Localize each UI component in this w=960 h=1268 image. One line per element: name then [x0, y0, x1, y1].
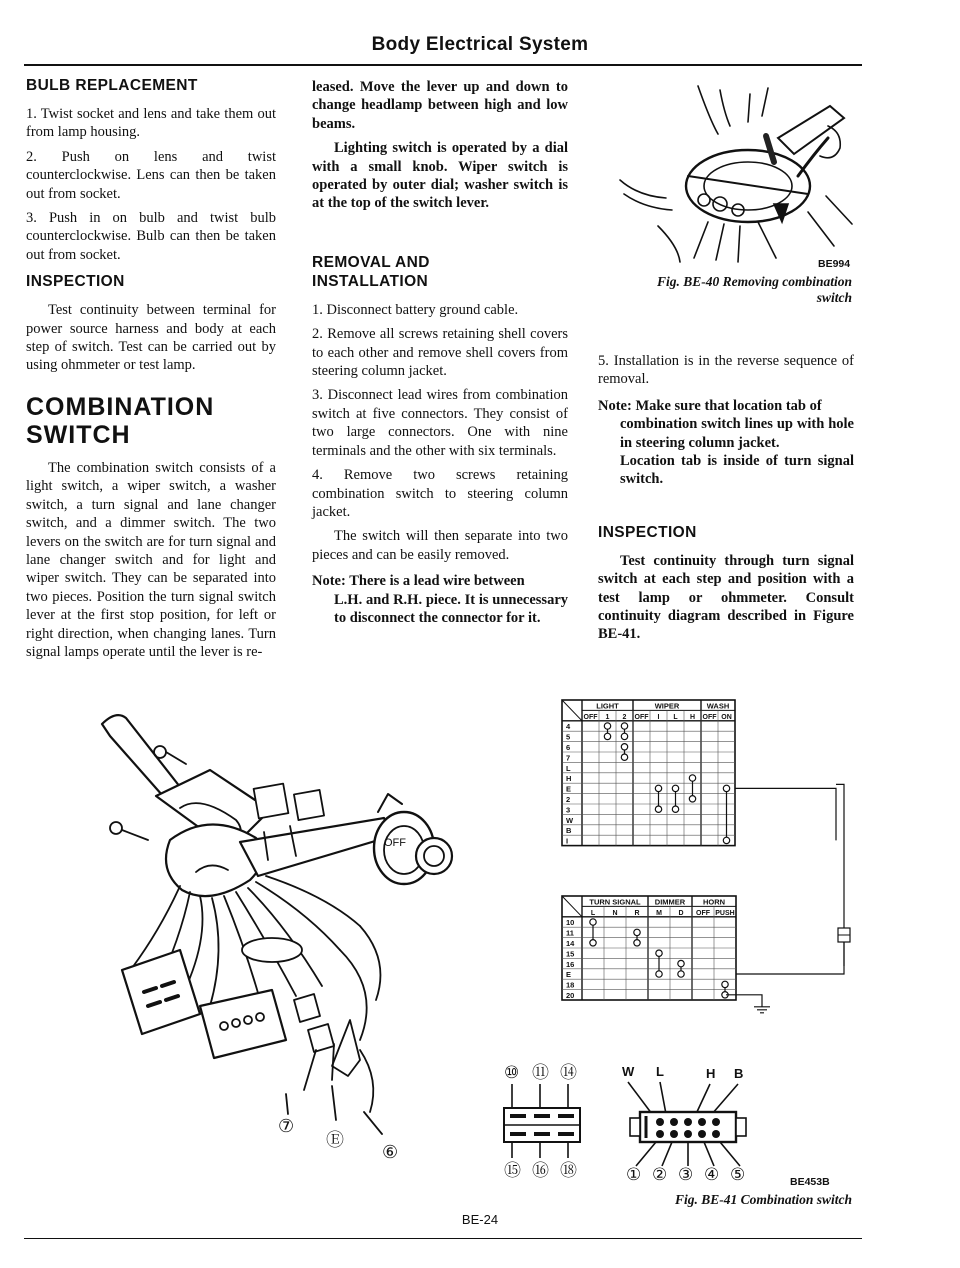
chart2-row-label: 18	[566, 980, 575, 990]
chart1-sub-header: OFF	[702, 713, 717, 721]
connector-label-16: ⑯	[532, 1161, 549, 1180]
chart2-continuity-point	[590, 919, 596, 925]
figure-be-40-code: BE994	[818, 258, 851, 270]
chart1-continuity-point	[621, 733, 627, 739]
chart2-continuity-point	[590, 940, 596, 946]
chart1-row-label: L	[566, 763, 571, 773]
connector-plug-right	[616, 1056, 806, 1186]
chart1-corner-diagonal	[562, 700, 582, 721]
chart1-continuity-point	[689, 796, 695, 802]
continued-text-2: Lighting switch is operated by a dial with a small knob. Wiper switch is operated by outer dial; washer switch is at the top of the switch lever.	[312, 140, 568, 212]
chart1-continuity-point	[672, 806, 678, 812]
connector-label-14: ⑭	[560, 1063, 577, 1082]
chart2-continuity-point	[678, 960, 684, 966]
plug-label-5: ⑤	[730, 1165, 746, 1184]
chart2-continuity-point	[722, 981, 728, 987]
chart1-row-label: E	[566, 784, 572, 794]
chart1-sub-header: OFF	[634, 713, 649, 721]
bulb-step-3: 3. Push in on bulb and twist bulb counterclockwise. Bulb can then be taken out from socket.	[26, 210, 276, 263]
chart1-row-label: H	[566, 774, 572, 784]
header-rule	[24, 64, 862, 66]
chart2-sub-header: D	[678, 909, 684, 917]
chart2-row-label: 20	[566, 991, 575, 1000]
page-number: BE-24	[461, 1212, 499, 1227]
note-line-1: Make sure that location tab of	[635, 397, 822, 414]
bulb-replacement-heading: BULB REPLACEMENT	[26, 77, 198, 94]
chart1-continuity-point	[655, 785, 661, 791]
chart2-continuity-point	[678, 971, 684, 977]
combination-heading-line-2: SWITCH	[26, 420, 131, 449]
chart2-row-label: E	[566, 970, 572, 980]
inspection-heading-2: INSPECTION	[598, 523, 697, 541]
note-rest-2: Location tab is inside of turn signal switch.	[620, 453, 854, 488]
figure-be-41-code: BE453B	[790, 1176, 830, 1188]
chart1-sub-header: H	[689, 713, 696, 721]
chart1-row-label: 5	[566, 732, 571, 742]
chart1-row-label: W	[566, 815, 574, 825]
fig40-caption-line-1: Fig. BE-40 Removing combination	[656, 274, 852, 289]
chart1-continuity-point	[604, 723, 610, 729]
chart2-group-header: TURN SIGNAL	[589, 897, 641, 907]
chart2-continuity-point	[634, 940, 640, 946]
connector-label-10: ⑩	[504, 1063, 520, 1082]
chart1-continuity-point	[621, 754, 627, 760]
installation-step-5: 5. Installation is in the reverse sequence of removal.	[598, 353, 854, 388]
continued-text-1: leased. Move the lever up and down to change headlamp between high and low beams.	[312, 79, 568, 132]
chart2-row-label: 10	[566, 918, 575, 928]
chart2-sub-header: N	[612, 909, 618, 917]
plug-label-1: ①	[626, 1165, 642, 1184]
figure-be-40-illustration	[598, 76, 860, 266]
chart2-sub-header: M	[656, 909, 662, 917]
fig40-caption-line-2: switch	[816, 290, 852, 305]
removal-note	[312, 572, 568, 627]
chart1-row-label: 3	[566, 805, 571, 815]
chart1-continuity-point	[604, 733, 610, 739]
bulb-step-2: 2. Push on lens and twist counterclockwise. Lens can then be taken out from socket.	[26, 148, 276, 202]
note-line-1: There is a lead wire between	[349, 573, 525, 590]
wiring-line	[735, 784, 844, 966]
connector-label-15: ⑮	[504, 1161, 521, 1180]
chart2-group-header: HORN	[702, 897, 726, 907]
dial-text: OFF	[384, 837, 406, 849]
removal-heading-line-1: REMOVAL AND	[312, 253, 430, 271]
chart2-row-label: 11	[566, 928, 574, 938]
connector-diagram-left	[500, 1056, 600, 1186]
removal-heading-line-2: INSTALLATION	[312, 272, 429, 290]
chart2-row-label: 15	[566, 949, 575, 959]
chart2-continuity-point	[656, 950, 662, 956]
connector-label-18: ⑱	[560, 1161, 577, 1180]
chart1-continuity-point	[672, 785, 678, 791]
connector-label-11: ⑪	[532, 1063, 549, 1082]
chart2-sub-header: L	[590, 909, 596, 917]
combination-heading-line-1: COMBINATION	[26, 392, 215, 421]
chart2-row-label: 16	[566, 959, 575, 969]
chart1-sub-header: L	[673, 713, 678, 721]
page-header: Body Electrical System	[371, 34, 589, 55]
chart1-continuity-point	[723, 785, 729, 791]
chart1-row-label: 2	[566, 795, 571, 804]
inspection-text: Test continuity between terminal for power source harness and body at each step of switch. Test can be carried out by using ohmmeter or test lamp.	[26, 302, 276, 374]
plug-label-w: W	[622, 1064, 635, 1079]
inspection-heading: INSPECTION	[26, 273, 125, 291]
callout-6: ⑥	[382, 1142, 399, 1162]
note-label: Note:	[312, 573, 346, 590]
inspection-text-2: Test continuity through turn signal switch at each step and position with a test lamp or ohmmeter. Consult continuity diagram described in Figure BE-41.	[598, 552, 854, 643]
chart1-sub-header: I	[657, 713, 660, 721]
continuity-diagram	[560, 696, 860, 1052]
continuity-chart-svg	[560, 696, 860, 1052]
separate-text: The switch will then separate into two pieces and can be easily removed.	[312, 528, 568, 563]
chart1-row-label: 4	[566, 722, 571, 732]
removal-step-2: 2. Remove all screws retaining shell covers to each other and remove shell covers from steering column jacket.	[312, 326, 568, 380]
plug-label-h: H	[706, 1066, 716, 1081]
chart2-continuity-point	[634, 929, 640, 935]
chart2-continuity-point	[656, 971, 662, 977]
footer-rule	[24, 1238, 862, 1239]
callout-e: Ⓔ	[326, 1130, 344, 1150]
note-rest: L.H. and R.H. piece. It is unnecessary to disconnect the connector for it.	[334, 591, 568, 626]
note-rest-1: combination switch lines up with hole in steering column jacket.	[620, 416, 854, 451]
chart2-sub-header: PUSH	[715, 909, 735, 917]
chart1-continuity-point	[655, 806, 661, 812]
column-2	[312, 78, 568, 633]
chart2-sub-header: R	[634, 909, 640, 917]
chart1-sub-header: 1	[605, 713, 610, 721]
chart1-sub-header: OFF	[583, 713, 598, 721]
chart1-row-label: 6	[566, 743, 571, 752]
chart1-continuity-point	[621, 723, 627, 729]
chart1-row-label: 7	[566, 753, 571, 763]
removal-step-4: 4. Remove two screws retaining combination switch to steering column jacket.	[312, 467, 568, 520]
figure-be-40-caption	[590, 274, 852, 306]
ground-icon	[754, 1007, 770, 1013]
chart1-sub-header: ON	[721, 713, 732, 721]
column-1	[26, 76, 276, 667]
installation-note	[598, 397, 854, 489]
figure-be-41-caption: Fig. BE-41 Combination switch	[674, 1192, 852, 1207]
combination-description: The combination switch consists of a light switch, a wiper switch, a washer switch, a turn signal and lane changer switch, and a dimmer switch. The two levers on the switch are for turn signal and lane changer switch and for light and wiper switch. They can be separated into two pieces. Position the turn signal switch lever at the first stop position, for left or right direction, when changing lanes. Turn signal lamps operate until the lever is re-	[26, 459, 276, 660]
chart2-corner-diagonal	[562, 896, 582, 917]
chart1-group-header: LIGHT	[596, 701, 619, 711]
plug-label-4: ④	[704, 1165, 720, 1184]
callout-7: ⑦	[278, 1116, 295, 1136]
chart1-continuity-point	[689, 775, 695, 781]
chart1-row-label: B	[566, 826, 572, 836]
note-label: Note:	[598, 397, 632, 414]
bulb-step-1: 1. Twist socket and lens and take them out from lamp housing.	[26, 106, 276, 141]
removal-step-3: 3. Disconnect lead wires from combination switch at five connectors. They consist of two large connectors. One with nine terminals and the other with six terminals.	[312, 387, 568, 459]
removal-installation-heading	[312, 253, 568, 291]
chart2-row-label: 14	[566, 939, 575, 948]
chart1-sub-header: 2	[622, 713, 627, 721]
chart1-row-label: I	[566, 836, 569, 846]
chart2-group-header: DIMMER	[654, 897, 686, 907]
plug-label-b: B	[734, 1066, 744, 1081]
chart2-sub-header: OFF	[696, 909, 710, 917]
plug-label-l: L	[656, 1064, 664, 1079]
wiring-line	[736, 942, 844, 974]
chart1-continuity-point	[723, 837, 729, 843]
chart1-group-header: WASH	[706, 701, 730, 711]
chart1-continuity-point	[621, 744, 627, 750]
combination-switch-illustration	[60, 700, 480, 1170]
plug-label-2: ②	[652, 1165, 668, 1184]
chart1-group-header: WIPER	[654, 701, 680, 711]
column-3	[598, 352, 854, 650]
removal-step-1: 1. Disconnect battery ground cable.	[312, 301, 519, 318]
combination-switch-heading	[26, 393, 276, 449]
plug-label-3: ③	[678, 1165, 694, 1184]
